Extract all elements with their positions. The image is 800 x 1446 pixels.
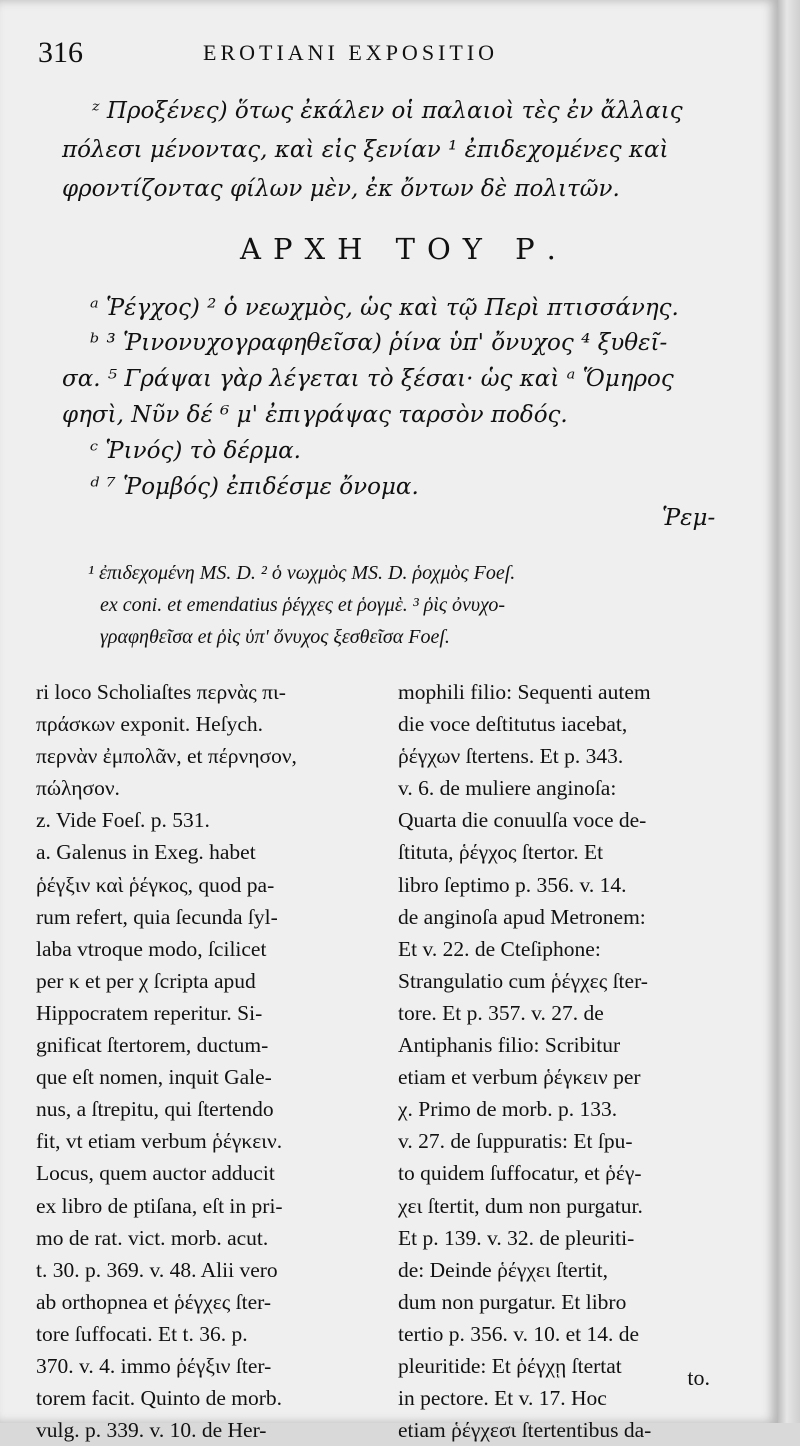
page-number: 316: [38, 36, 83, 69]
text-line: Quarta die conuulſa voce de-: [398, 808, 647, 833]
text-line: πόλεσι μένοντας, καὶ εἰς ξενίαν ¹ ἐπιδεχομένες καὶ: [62, 137, 669, 163]
text-line: fit, vt etiam verbum ῥέγκειν.: [36, 1129, 283, 1154]
entry-line: σα. ⁵ Γράψαι γὰρ λέγεται τὸ ξέσαι· ὡς καὶ ᵃ Ὅμηρος: [62, 366, 674, 392]
text-line: Et p. 139. v. 32. de pleuriti-: [398, 1225, 635, 1250]
section-heading: ΑΡΧΗ ΤΟΥ Ρ.: [240, 232, 568, 266]
commentary-column-left: [36, 676, 381, 1446]
text-line: t. 30. p. 369. v. 48. Alii vero: [36, 1257, 278, 1282]
text-line: ῥέγξιν καὶ ῥέγκος, quod pa-: [36, 872, 275, 897]
text-line: mo de rat. vict. morb. acut.: [36, 1225, 269, 1250]
text-line: gnificat ſtertorem, ductum-: [36, 1033, 269, 1058]
page-edge: [778, 0, 800, 1423]
text-line: laba vtroque modo, ſcilicet: [36, 936, 267, 961]
entry-line: φησὶ, Νῦν δέ ⁶ μ' ἐπιγράψας ταρσὸν ποδός.: [62, 402, 568, 428]
text-line: pleuritide: Et ῥέγχῃ ſtertat: [398, 1353, 622, 1378]
text-line: to quidem ſuffocatur, et ῥέγ-: [398, 1161, 642, 1186]
text-line: de: Deinde ῥέγχει ſtertit,: [398, 1257, 609, 1282]
footnote-line: ex coni. et emendatius ῥέγχες et ῥογμὲ. ³ ῥὶς ὀνυχο-: [100, 594, 506, 616]
text-line: que eſt nomen, inquit Gale-: [36, 1065, 272, 1090]
text-line: Antiphanis filio: Scribitur: [398, 1033, 621, 1058]
text-line: 370. v. 4. immo ῥέγξιν ſter-: [36, 1353, 272, 1378]
page-header: [38, 30, 738, 70]
text-line: vulg. p. 339. v. 10. de Her-: [36, 1418, 267, 1443]
text-line: tertio p. 356. v. 10. et 14. de: [398, 1321, 640, 1346]
entry-line: ᵇ ³ Ῥινονυχογραφηθεῖσα) ῥίνα ὑπ' ὄνυχος ⁴ ξυθεῖ-: [90, 330, 668, 356]
text-line: a. Galenus in Exeg. habet: [36, 840, 256, 865]
running-title: EROTIANI EXPOSITIO: [203, 40, 499, 65]
text-line: ab orthopnea et ῥέγχες ſter-: [36, 1289, 271, 1314]
text-line: περνὰν ἐμπολᾶν, et πέρνησον,: [36, 744, 297, 769]
text-line: in pectore. Et v. 17. Hoc: [398, 1386, 607, 1411]
text-line: ſtituta, ῥέγχος ſtertor. Et: [398, 840, 604, 865]
commentary-column-right: [398, 676, 748, 1446]
text-line: z. Vide Foeſ. p. 531.: [36, 808, 210, 833]
text-line: χ. Primo de morb. p. 133.: [398, 1097, 618, 1122]
entry-line: ᵈ ⁷ Ῥομβός) ἐπιδέσμε ὄνομα.: [90, 474, 419, 500]
text-line: Et v. 22. de Cteſiphone:: [398, 936, 601, 961]
text-line: etiam et verbum ῥέγκειν per: [398, 1065, 641, 1090]
text-line: Locus, quem auctor adducit: [36, 1161, 275, 1186]
text-line: v. 6. de muliere anginoſa:: [398, 776, 617, 801]
text-line: πώλησον.: [36, 776, 120, 801]
text-line: rum refert, quia ſecunda ſyl-: [36, 904, 278, 929]
text-line: dum non purgatur. Et libro: [398, 1289, 627, 1314]
text-line: χει ſtertit, dum non purgatur.: [398, 1193, 643, 1218]
text-line: ex libro de ptiſana, eſt in pri-: [36, 1193, 283, 1218]
text-line: etiam ῥέγχεσι ſtertentibus da-: [398, 1418, 652, 1443]
text-line: Hippocratem reperitur. Si-: [36, 1000, 263, 1025]
text-line: mophili filio: Sequenti autem: [398, 680, 651, 704]
text-line: ri loco Scholiaſtes περνὰς πι-: [36, 680, 286, 704]
text-line: tore ſuffocati. Et t. 36. p.: [36, 1321, 248, 1346]
entry-line: ᶜ Ῥινός) τὸ δέρμα.: [90, 438, 301, 464]
text-line: Strangulatio cum ῥέγχες ſter-: [398, 968, 648, 993]
text-line: per κ et per χ ſcripta apud: [36, 968, 256, 993]
catchword-bottom: to.: [687, 1365, 710, 1390]
text-line: ᶻ Προξένες) ὅτως ἐκάλεν οἱ παλαιοὶ τὲς ἐν ἄλλαις: [92, 98, 683, 124]
text-line: ῥέγχων ſtertens. Et p. 343.: [398, 744, 624, 769]
text-line: torem facit. Quinto de morb.: [36, 1386, 282, 1411]
footnote-line: ¹ ἐπιδεχομένη MS. D. ² ὁ νωχμὸς MS. D. ῥοχμὸς Foeſ.: [88, 562, 516, 584]
text-line: de anginoſa apud Metronem:: [398, 904, 646, 929]
text-line: die voce deſtitutus iacebat,: [398, 712, 628, 737]
entry-line: ᵃ Ῥέγχος) ² ὁ νεωχμὸς, ὡς καὶ τῷ Περὶ πτισσάνης.: [90, 295, 679, 321]
text-line: v. 27. de ſuppuratis: Et ſpu-: [398, 1129, 633, 1154]
text-line: πράσκων exponit. Heſych.: [36, 712, 264, 737]
text-line: libro ſeptimo p. 356. v. 14.: [398, 872, 627, 897]
text-line: tore. Et p. 357. v. 27. de: [398, 1000, 604, 1025]
footnote-line: γραφηθεῖσα et ῥὶς ὑπ' ὄνυχος ξεσθεῖσα Foeſ.: [100, 626, 450, 648]
text-line: φροντίζοντας φίλων μὲν, ἐκ ὄντων δὲ πολιτῶν.: [62, 176, 620, 202]
text-line: nus, a ſtrepitu, qui ſtertendo: [36, 1097, 274, 1122]
catchword: Ῥεμ-: [662, 505, 716, 531]
